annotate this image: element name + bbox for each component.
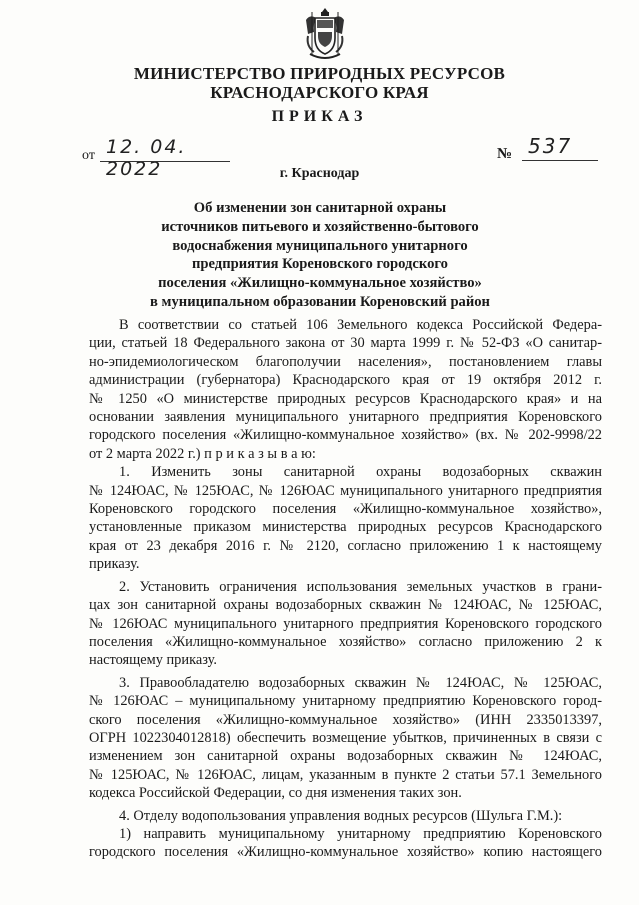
document-body [89, 316, 602, 862]
clause-2-line: настоящему приказу. [89, 652, 217, 669]
document-type: ПРИКАЗ [271, 108, 368, 125]
clause-3-line: 3. Правообладателю водозаборных скважин № 124ЮАС, № 125ЮАС, [119, 674, 602, 691]
document-title [120, 199, 520, 312]
clause-3-line: изменением зон санитарной охраны водозаборных скважин № 124ЮАС, [89, 748, 602, 765]
body-line: В соответствии со статьей 106 Земельного кодекса Российской Федера- [119, 317, 602, 333]
title-line: Об изменении зон санитарной охраны [193, 200, 447, 216]
date-underline [100, 161, 230, 162]
clause-2-line: цах зон санитарной охраны водозаборных скважин № 124ЮАС, № 125ЮАС, [89, 597, 602, 614]
coat-of-arms-icon [302, 6, 348, 62]
clause-2-line: поселения «Жилищно-коммунальное хозяйство» согласно приложению 2 к [89, 633, 602, 650]
clause-3-line: кодекса Российской Федерации, со дня изменения таких зон. [89, 785, 462, 802]
clause-1-line: Кореновского городского поселения «Жилищно-коммунальное хозяйство», [89, 501, 602, 518]
body-line: от 2 марта 2022 г.) п р и к а з ы в а ю: [89, 445, 316, 462]
title-line: источников питьевого и хозяйственно-бытового [161, 218, 479, 235]
clause-3-line: ского поселения «Жилищно-коммунальное хозяйство» (ИНН 2335013397, [89, 711, 602, 728]
ministry-name-line1: МИНИСТЕРСТВО ПРИРОДНЫХ РЕСУРСОВ [133, 64, 506, 83]
body-line: основании заявления муниципального унитарного предприятия Кореновского [89, 409, 602, 426]
title-line: поселения «Жилищно-коммунальное хозяйство» [158, 275, 482, 292]
clause-2-line: 2. Установить ограничения использования земельных участков в грани- [119, 578, 602, 595]
body-line: администрации (губернатора) Краснодарского края от 19 октября 2012 г. [89, 372, 602, 389]
clause-3-line: ОГРН 1022304012818) обеспечить возмещение убытков, причиненных в связи с [89, 729, 602, 746]
clause-4-1-line: 1) направить муниципальному унитарному предприятию Кореновского [119, 825, 602, 842]
title-line: водоснабжения муниципального унитарного [172, 237, 468, 254]
number-label: № [497, 146, 513, 162]
body-line: ции, статьей 18 Федерального закона от 30 марта 1999 г. № 52-ФЗ «О санитар- [89, 335, 602, 352]
date-handwritten: 12. 04. 2022 [106, 136, 187, 180]
ministry-name-line2: КРАСНОДАРСКОГО КРАЯ [210, 83, 429, 102]
clause-1-line: 1. Изменить зоны санитарной охраны водозаборных скважин [119, 464, 602, 481]
body-line: но-эпидемиологическом благополучии населения», постановлением главы [89, 353, 602, 370]
clause-4-1-line: городского поселения «Жилищно-коммунальное хозяйство» копию настоящего [89, 844, 602, 861]
number-underline [522, 160, 598, 161]
clause-1-line: края от 23 декабря 2016 г. № 2120, согласно приложению 1 к настоящему [89, 537, 602, 554]
city: г. Краснодар [279, 166, 360, 181]
date-label: от [82, 148, 95, 163]
clause-1-line: установленные приказом министерства природных ресурсов Краснодарского [89, 519, 602, 536]
clause-3-line: № 126ЮАС – муниципальному унитарному предприятию Кореновского город- [89, 693, 602, 710]
body-line: № 1250 «О министерстве природных ресурсов Краснодарского края» и на [89, 390, 602, 407]
clause-1-line: приказу. [89, 556, 140, 573]
title-line: предприятия Кореновского городского [192, 256, 448, 273]
clause-1-line: № 124ЮАС, № 125ЮАС, № 126ЮАС муниципального унитарного предприятия [89, 482, 602, 499]
clause-3-line: № 125ЮАС, № 126ЮАС, лицам, указанным в пункте 2 статьи 57.1 Земельного [89, 766, 602, 783]
clause-4-line: 4. Отделу водопользования управления водных ресурсов (Шульга Г.М.): [119, 807, 563, 824]
number-handwritten: 537 [528, 134, 573, 158]
clause-2-line: № 126ЮАС муниципального унитарного предприятия Кореновского городского [89, 615, 602, 632]
body-line: городского поселения «Жилищно-коммунальное хозяйство» (вх. № 202-9998/22 [89, 427, 602, 444]
title-line: в муниципальном образовании Кореновский район [150, 293, 490, 310]
